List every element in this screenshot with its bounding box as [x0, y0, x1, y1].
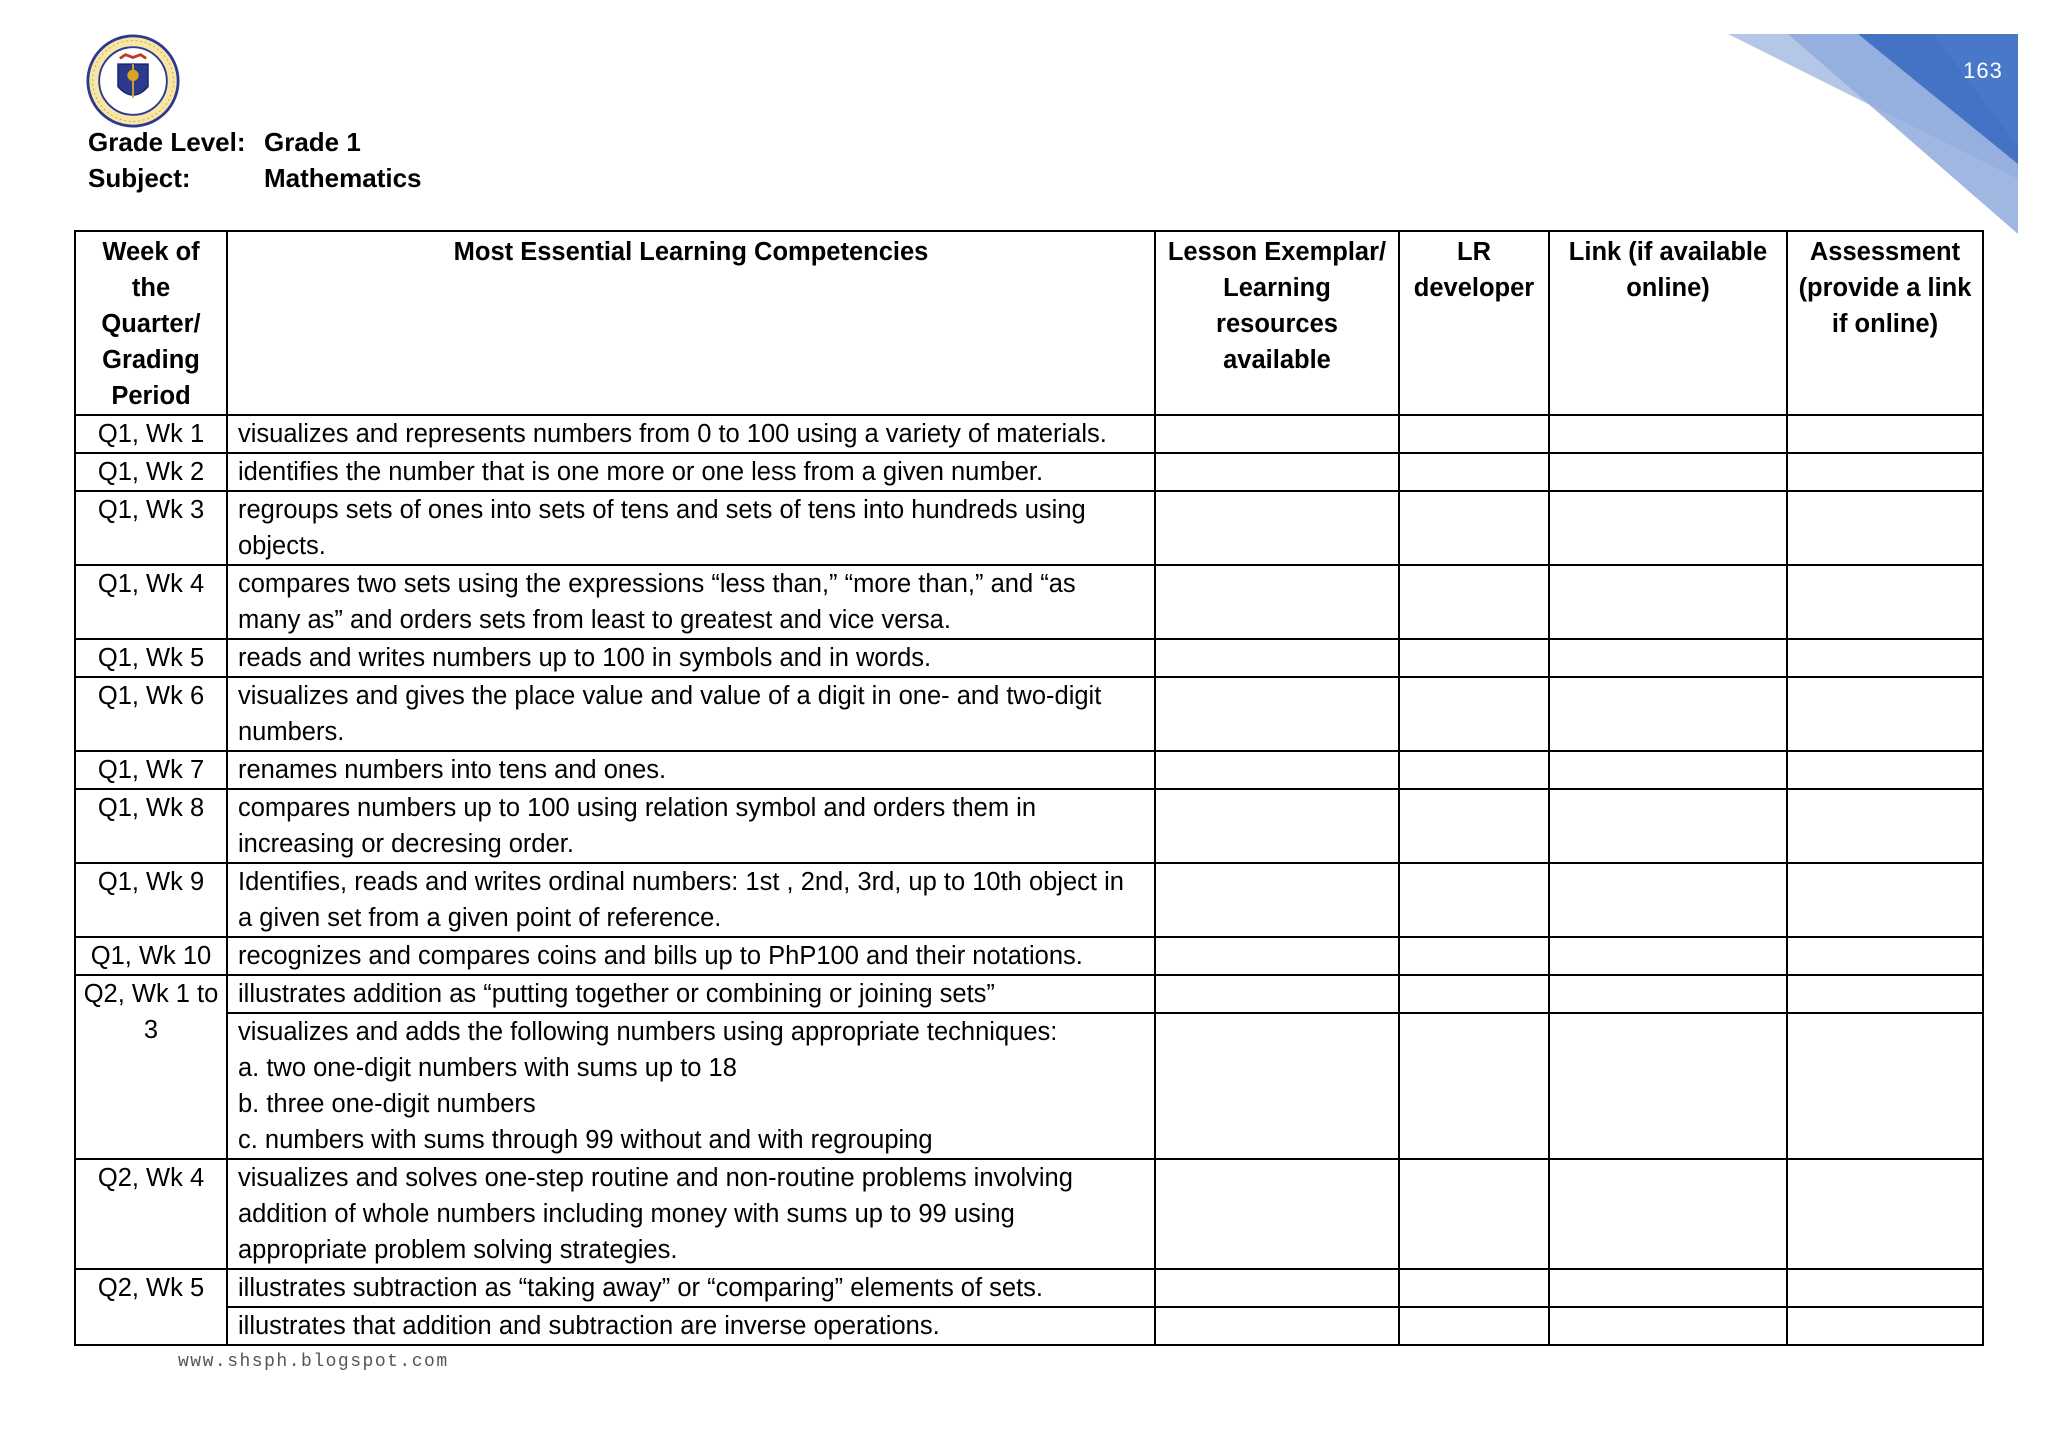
- assessment-cell: [1787, 863, 1983, 937]
- lesson-cell: [1155, 863, 1399, 937]
- subject-value: Mathematics: [264, 162, 422, 193]
- link-cell: [1549, 1269, 1787, 1307]
- subject-row: [88, 160, 422, 196]
- table-row: [75, 937, 1983, 975]
- week-cell: Q1, Wk 6: [75, 677, 227, 751]
- page-number: 163: [1963, 58, 2003, 83]
- assessment-cell: [1787, 453, 1983, 491]
- week-cell: Q1, Wk 9: [75, 863, 227, 937]
- week-cell: Q1, Wk 7: [75, 751, 227, 789]
- table-row: [75, 491, 1983, 565]
- developer-cell: [1399, 453, 1549, 491]
- lesson-cell: [1155, 677, 1399, 751]
- table-row: [75, 1307, 1983, 1345]
- lesson-cell: [1155, 453, 1399, 491]
- link-cell: [1549, 565, 1787, 639]
- col-header-week: Week of the Quarter/ Grading Period: [75, 231, 227, 415]
- link-cell: [1549, 751, 1787, 789]
- lesson-cell: [1155, 751, 1399, 789]
- assessment-cell: [1787, 415, 1983, 453]
- developer-cell: [1399, 937, 1549, 975]
- developer-cell: [1399, 789, 1549, 863]
- link-cell: [1549, 639, 1787, 677]
- table-row: [75, 565, 1983, 639]
- deped-seal-logo: [86, 34, 180, 128]
- melc-table: [74, 230, 1984, 1346]
- col-header-lr-developer: LR developer: [1399, 231, 1549, 415]
- developer-cell: [1399, 639, 1549, 677]
- lesson-cell: [1155, 415, 1399, 453]
- developer-cell: [1399, 751, 1549, 789]
- developer-cell: [1399, 491, 1549, 565]
- table-row: [75, 415, 1983, 453]
- footer-url: www.shsph.blogspot.com: [178, 1352, 449, 1372]
- lesson-cell: [1155, 491, 1399, 565]
- lesson-cell: [1155, 1307, 1399, 1345]
- competency-cell: reads and writes numbers up to 100 in symbols and in words.: [227, 639, 1155, 677]
- week-cell: Q1, Wk 1: [75, 415, 227, 453]
- competency-cell: compares two sets using the expressions “less than,” “more than,” and “as many as” and orders sets from least to greatest and vice versa.: [227, 565, 1155, 639]
- lesson-cell: [1155, 1269, 1399, 1307]
- competency-sub-item: c. numbers with sums through 99 without and with regrouping: [238, 1126, 933, 1154]
- link-cell: [1549, 491, 1787, 565]
- lesson-cell: [1155, 1159, 1399, 1269]
- table-row: [75, 1013, 1983, 1159]
- assessment-cell: [1787, 1159, 1983, 1269]
- developer-cell: [1399, 677, 1549, 751]
- assessment-cell: [1787, 1307, 1983, 1345]
- assessment-cell: [1787, 491, 1983, 565]
- assessment-cell: [1787, 1269, 1983, 1307]
- grade-level-label: Grade Level:: [88, 126, 246, 157]
- week-cell: Q2, Wk 4: [75, 1159, 227, 1269]
- link-cell: [1549, 937, 1787, 975]
- assessment-cell: [1787, 677, 1983, 751]
- document-header: [88, 124, 422, 196]
- assessment-cell: [1787, 937, 1983, 975]
- link-cell: [1549, 975, 1787, 1013]
- assessment-cell: [1787, 975, 1983, 1013]
- developer-cell: [1399, 565, 1549, 639]
- competency-cell: visualizes and represents numbers from 0 to 100 using a variety of materials.: [227, 415, 1155, 453]
- assessment-cell: [1787, 565, 1983, 639]
- table-row: [75, 975, 1983, 1013]
- developer-cell: [1399, 1307, 1549, 1345]
- lesson-cell: [1155, 975, 1399, 1013]
- table-row: [75, 863, 1983, 937]
- week-cell: Q1, Wk 3: [75, 491, 227, 565]
- developer-cell: [1399, 975, 1549, 1013]
- grade-level-value: Grade 1: [264, 126, 361, 157]
- assessment-cell: [1787, 789, 1983, 863]
- link-cell: [1549, 415, 1787, 453]
- table-header-row: [75, 231, 1983, 415]
- developer-cell: [1399, 1159, 1549, 1269]
- week-cell: Q1, Wk 4: [75, 565, 227, 639]
- table-row: [75, 751, 1983, 789]
- subject-label: Subject:: [88, 162, 191, 193]
- col-header-assessment: Assessment (provide a link if online): [1787, 231, 1983, 415]
- competency-cell: compares numbers up to 100 using relation symbol and orders them in increasing or decresing order.: [227, 789, 1155, 863]
- table-row: [75, 1269, 1983, 1307]
- developer-cell: [1399, 1013, 1549, 1159]
- link-cell: [1549, 1013, 1787, 1159]
- link-cell: [1549, 453, 1787, 491]
- week-cell: Q1, Wk 8: [75, 789, 227, 863]
- lesson-cell: [1155, 565, 1399, 639]
- competency-cell: illustrates that addition and subtraction are inverse operations.: [227, 1307, 1155, 1345]
- lesson-cell: [1155, 937, 1399, 975]
- table-row: [75, 1159, 1983, 1269]
- competency-cell: visualizes and gives the place value and value of a digit in one- and two-digit numbers.: [227, 677, 1155, 751]
- competency-cell: regroups sets of ones into sets of tens and sets of tens into hundreds using objects.: [227, 491, 1155, 565]
- lesson-cell: [1155, 789, 1399, 863]
- developer-cell: [1399, 1269, 1549, 1307]
- week-cell: Q2, Wk 1 to 3: [75, 975, 227, 1159]
- competency-sub-item: b. three one-digit numbers: [238, 1090, 536, 1118]
- link-cell: [1549, 863, 1787, 937]
- competency-sub-item: a. two one-digit numbers with sums up to 18: [238, 1054, 737, 1082]
- competency-cell: visualizes and solves one-step routine and non-routine problems involving addition of whole numbers including money with sums up to 99 using appropriate problem solving strategies.: [227, 1159, 1155, 1269]
- link-cell: [1549, 1159, 1787, 1269]
- assessment-cell: [1787, 639, 1983, 677]
- table-row: [75, 453, 1983, 491]
- competency-cell: recognizes and compares coins and bills up to PhP100 and their notations.: [227, 937, 1155, 975]
- col-header-lesson-exemplar: Lesson Exemplar/ Learning resources available: [1155, 231, 1399, 415]
- col-header-competencies: Most Essential Learning Competencies: [227, 231, 1155, 415]
- competency-cell: identifies the number that is one more or one less from a given number.: [227, 453, 1155, 491]
- developer-cell: [1399, 415, 1549, 453]
- table-row: [75, 677, 1983, 751]
- developer-cell: [1399, 863, 1549, 937]
- link-cell: [1549, 789, 1787, 863]
- link-cell: [1549, 1307, 1787, 1345]
- competency-cell: illustrates addition as “putting together or combining or joining sets”: [227, 975, 1155, 1013]
- grade-level-row: [88, 124, 422, 160]
- lesson-cell: [1155, 1013, 1399, 1159]
- competency-cell: illustrates subtraction as “taking away” or “comparing” elements of sets.: [227, 1269, 1155, 1307]
- week-cell: Q2, Wk 5: [75, 1269, 227, 1345]
- link-cell: [1549, 677, 1787, 751]
- competency-main-text: visualizes and adds the following numbers using appropriate techniques:: [238, 1018, 1058, 1046]
- assessment-cell: [1787, 751, 1983, 789]
- competency-cell: renames numbers into tens and ones.: [227, 751, 1155, 789]
- week-cell: Q1, Wk 10: [75, 937, 227, 975]
- week-cell: Q1, Wk 2: [75, 453, 227, 491]
- week-cell: Q1, Wk 5: [75, 639, 227, 677]
- col-header-link: Link (if available online): [1549, 231, 1787, 415]
- lesson-cell: [1155, 639, 1399, 677]
- competency-cell: [227, 1013, 1155, 1159]
- competency-cell: Identifies, reads and writes ordinal numbers: 1st , 2nd, 3rd, up to 10th object in a given set from a given point of reference.: [227, 863, 1155, 937]
- table-row: [75, 639, 1983, 677]
- assessment-cell: [1787, 1013, 1983, 1159]
- table-row: [75, 789, 1983, 863]
